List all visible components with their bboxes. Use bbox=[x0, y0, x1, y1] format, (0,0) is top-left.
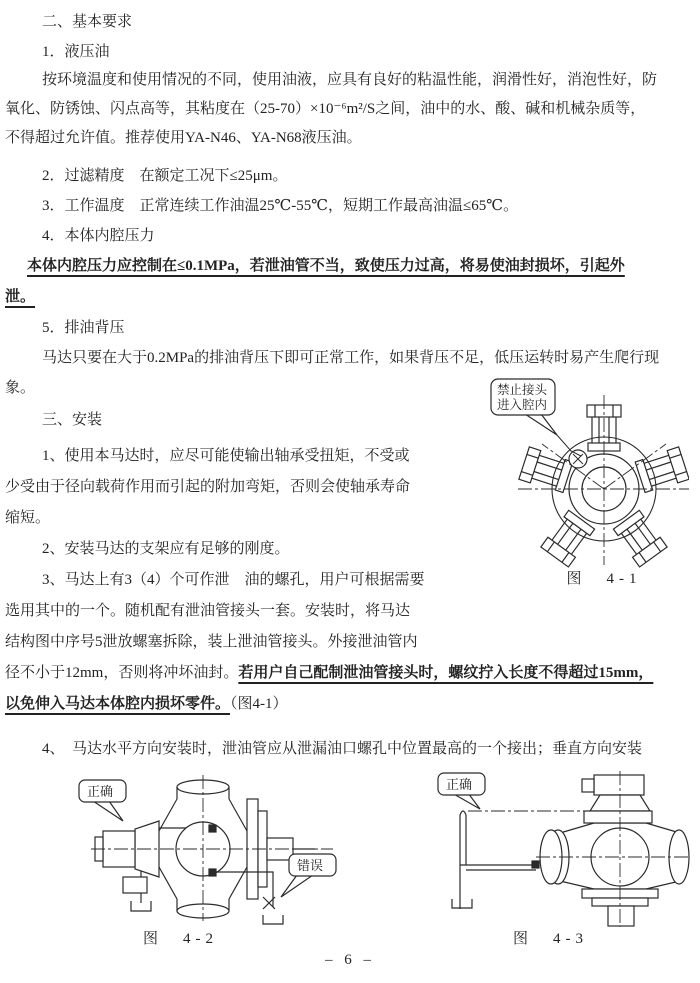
heading-installation: 三、安装 bbox=[42, 412, 103, 428]
heading-basic-requirements: 二、基本要求 bbox=[42, 14, 133, 30]
item-working-temperature: 3．工作温度 正常连续工作油温25℃-55℃，短期工作最高油温≤65℃。 bbox=[42, 198, 519, 214]
item-hydraulic-oil-heading: 1．液压油 bbox=[42, 44, 110, 60]
warning-line: 泄。 bbox=[5, 289, 36, 305]
install-mixed-line: 以免伸入马达本体腔内损坏零件。（图4-1） bbox=[5, 696, 288, 712]
callout-correct bbox=[438, 773, 485, 809]
callout-correct bbox=[79, 780, 126, 821]
install-line: 结构图中序号5泄放螺塞拆除，装上泄油管接头。外接泄油管内 bbox=[5, 634, 418, 650]
paragraph-line: 氧化、防锈蚀、闪点高等，其粘度在（25-70）×10⁻⁶m²/S之间，油中的水、酸、碱和机械杂质等， bbox=[5, 101, 646, 117]
figure-caption: 图 4-3 bbox=[513, 931, 588, 947]
motor-axial-drawing bbox=[489, 377, 689, 569]
callout-no-joint bbox=[491, 379, 581, 456]
svg-text:正确: 正确 bbox=[446, 777, 473, 792]
warning-line: 本体内腔压力应控制在≤0.1MPa，若泄油管不当，致使压力过高，将易使油封损坏，引起外 bbox=[27, 258, 625, 274]
paragraph-line: 按环境温度和使用情况的不同，使用油液，应具有良好的粘温性能，润滑性好，消泡性好，防 bbox=[42, 72, 658, 88]
item-drain-backpressure-heading: 5．排油背压 bbox=[42, 320, 125, 336]
figure-4-3 bbox=[408, 769, 693, 949]
install-line: 2、安装马达的支架应有足够的刚度。 bbox=[42, 541, 290, 557]
svg-text:进入腔内: 进入腔内 bbox=[497, 398, 548, 412]
installation-section bbox=[5, 383, 695, 765]
motor-horizontal-drawing bbox=[63, 769, 358, 929]
figure-caption: 图 4-1 bbox=[566, 571, 642, 587]
paragraph-line: 象。 bbox=[5, 380, 36, 396]
item-filtration-precision: 2．过滤精度 在额定工况下≤25μm。 bbox=[42, 168, 288, 184]
item-mounting-orientation: 4、 马达水平方向安装时，泄油管应从泄漏油口螺孔中位置最高的一个接出；垂直方向安装 bbox=[42, 741, 643, 757]
figure-4-1 bbox=[489, 377, 689, 589]
callout-wrong bbox=[281, 854, 336, 897]
install-mixed-line: 径不小于12mm，否则将冲坏油封。若用户自己配制泄油管接头时，螺纹拧入长度不得超过15mm， bbox=[5, 665, 654, 681]
figure-caption: 图 4-2 bbox=[143, 931, 218, 947]
install-line: 选用其中的一个。随机配有泄油管接头一套。安装时，将马达 bbox=[5, 603, 411, 619]
motor-vertical-drawing bbox=[408, 769, 693, 929]
install-line: 1、使用本马达时，应尽可能使输出轴承受扭矩，不受或 bbox=[42, 448, 410, 464]
svg-text:正确: 正确 bbox=[87, 784, 114, 799]
svg-text:禁止接头: 禁止接头 bbox=[497, 383, 548, 397]
figure-4-2 bbox=[63, 769, 358, 949]
install-line: 少受由于径向载荷作用而引起的附加弯矩，否则会使轴承寿命 bbox=[5, 479, 411, 495]
page-number: – 6 – bbox=[325, 952, 375, 968]
bottom-figures-row bbox=[5, 769, 695, 949]
item-body-cavity-pressure-heading: 4．本体内腔压力 bbox=[42, 228, 155, 244]
install-line: 3、马达上有3（4）个可作泄 油的螺孔，用户可根据需要 bbox=[42, 572, 425, 588]
install-line: 缩短。 bbox=[5, 510, 51, 526]
paragraph-line: 不得超过允许值。推荐使用YA-N46、YA-N68液压油。 bbox=[5, 130, 362, 146]
svg-text:错误: 错误 bbox=[297, 858, 324, 873]
paragraph-line: 马达只要在大于0.2MPa的排油背压下即可正常工作，如果背压不足，低压运转时易产生爬行现 bbox=[42, 350, 660, 366]
